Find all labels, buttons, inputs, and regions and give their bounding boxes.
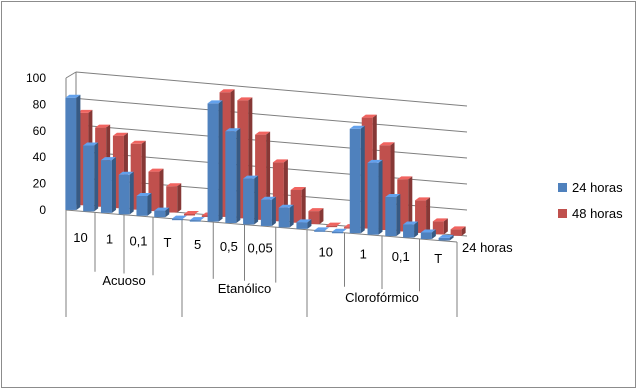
bar-48-horas <box>184 211 199 216</box>
legend-swatch-48-horas <box>558 209 567 218</box>
chart-frame <box>1 1 636 388</box>
y-tick-label: 60 <box>32 123 46 138</box>
bar-24-horas <box>225 128 240 223</box>
group-label: Clorofórmico <box>345 289 419 305</box>
bar-24-horas <box>368 160 383 235</box>
x-tick-label: 1 <box>105 231 114 247</box>
x-tick-label: 10 <box>73 230 88 245</box>
y-tick-label: 100 <box>25 71 46 85</box>
bar-24-horas <box>101 157 116 213</box>
bar-24-horas <box>119 172 134 215</box>
gridline <box>76 98 467 132</box>
x-tick-label: 10 <box>318 244 333 260</box>
bar-24-horas <box>208 100 223 221</box>
y-tick-label: 80 <box>32 97 46 112</box>
y-tick-label: 0 <box>39 203 46 217</box>
bar-24-horas <box>439 235 454 241</box>
gridline-depth <box>66 72 76 78</box>
group-label: Etanólico <box>217 281 272 297</box>
x-tick-label: 0,5 <box>219 238 238 254</box>
bar-chart <box>2 2 637 389</box>
bar-24-horas <box>83 142 98 211</box>
y-tick-label: 40 <box>32 150 46 165</box>
chart-legend <box>558 180 623 221</box>
bar-48-horas <box>451 226 466 236</box>
bar-24-horas <box>279 205 294 228</box>
bar-24-horas <box>154 208 169 218</box>
depth-axis-label: 24 horas <box>462 240 513 255</box>
x-tick-label: 0,1 <box>129 233 148 249</box>
bar-24-horas <box>350 126 365 233</box>
x-tick-label: 5 <box>194 236 202 252</box>
bar-24-horas <box>243 176 258 225</box>
bar-24-horas <box>421 230 436 240</box>
bar-24-horas <box>65 95 80 210</box>
bar-24-horas <box>261 197 276 226</box>
legend-swatch-24-horas <box>558 183 567 192</box>
legend-label-24-horas: 24 horas <box>572 180 623 195</box>
x-tick-label: 0,05 <box>247 240 273 256</box>
y-tick-label: 20 <box>32 176 46 191</box>
x-tick-label: 1 <box>359 246 367 262</box>
bar-48-horas <box>326 223 341 228</box>
x-tick-label: 0,1 <box>391 248 410 264</box>
x-tick-label: T <box>434 251 443 267</box>
bar-24-horas <box>385 194 400 236</box>
bar-24-horas <box>296 219 311 229</box>
bar-24-horas <box>403 222 418 238</box>
bar-24-horas <box>136 193 151 216</box>
gridline <box>76 72 467 106</box>
x-tick-label: T <box>163 235 172 251</box>
group-label: Acuoso <box>102 273 146 288</box>
legend-label-48-horas: 48 horas <box>572 206 623 221</box>
